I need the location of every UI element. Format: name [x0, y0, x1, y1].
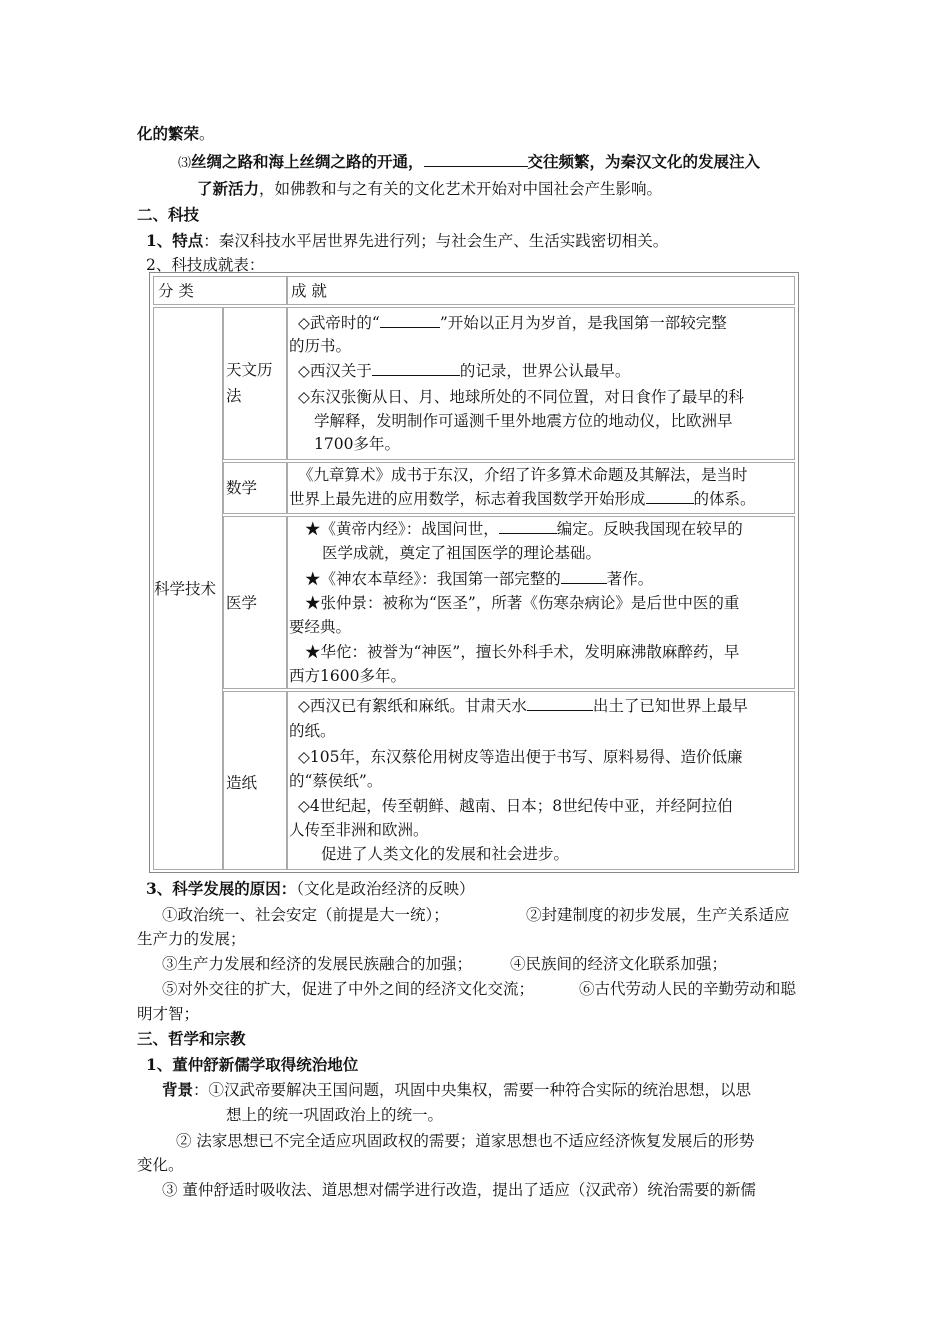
- fill-blank[interactable]: [527, 696, 593, 711]
- intro-line-2: [178, 151, 760, 175]
- reason-5: ⑤对外交往的扩大，促进了中外之间的经济文化交流；: [162, 980, 535, 998]
- reasons-note: （文化是政治经济的反映）: [296, 880, 475, 898]
- astronomy-label-1: 天文历: [226, 361, 273, 379]
- reason-3: ③生产力发展和经济的发展民族融合的加强；: [162, 955, 473, 973]
- background-line-3: ② 法家思想已不完全适应巩固政权的需要；道家思想也不适应经济恢复发展后的形势: [176, 1132, 755, 1150]
- paper-text: 出土了已知世界上最早: [592, 697, 748, 715]
- header-category: 分 类: [158, 282, 194, 300]
- paper-label: 造纸: [226, 774, 258, 792]
- astronomy-line-4: ◇东汉张衡从日、月、地球所处的不同位置，对日食作了最早的科: [298, 388, 744, 406]
- math-line-2: [289, 488, 756, 511]
- medicine-line-4: ★张仲景：被称为“医圣”，所著《伤寒杂病论》是后世中医的重: [305, 594, 740, 612]
- med-text: ★《黄帝内经》：战国问世，: [305, 520, 499, 538]
- intro-line-3: [197, 178, 662, 200]
- paper-text: ◇西汉已有絮纸和麻纸。甘肃天水: [298, 697, 527, 715]
- section-heading-tech: 二、科技: [137, 205, 200, 224]
- paper-line-7: 促进了人类文化的发展和社会进步。: [321, 845, 570, 863]
- math-content-cell: [286, 462, 795, 514]
- math-label: 数学: [226, 479, 258, 497]
- paper-line-1: [298, 695, 748, 718]
- confucianism-heading: 1、董仲舒新儒学取得统治地位: [146, 1055, 359, 1074]
- reasons-heading: [146, 878, 475, 900]
- paper-line-3: ◇105年，东汉蔡伦用树皮等造出便于书写、原料易得、造价低廉: [298, 748, 743, 766]
- background-label: 背景: [162, 1080, 194, 1099]
- fill-blank[interactable]: [372, 361, 460, 376]
- paper-line-4: 的“蔡侯纸”。: [289, 772, 383, 790]
- reasons-label: 3、科学发展的原因：: [146, 879, 297, 898]
- astronomy-line-6: 1700多年。: [314, 435, 400, 453]
- achievement-table-title: 2、科技成就表：: [146, 256, 265, 274]
- reason-2: ②封建制度的初步发展，生产关系适应: [526, 906, 790, 924]
- paper-content-cell: [286, 691, 795, 870]
- medicine-line-7: 西方1600多年。: [289, 667, 406, 685]
- header-achievement: 成 就: [291, 282, 327, 300]
- astronomy-content-cell: [286, 307, 795, 460]
- reason-4: ④民族间的经济文化联系加强；: [510, 955, 728, 973]
- math-text: 的体系。: [693, 490, 756, 508]
- fill-blank[interactable]: [380, 313, 440, 328]
- math-label-cell: [223, 462, 288, 514]
- vitality-text: 了新活力: [197, 179, 260, 198]
- intro-period: 。: [199, 125, 215, 143]
- reason-1: ①政治统一、社会安定（前提是大一统）；: [162, 906, 449, 924]
- header-achievement-cell: [286, 276, 795, 305]
- reason-6-cont: 明才智；: [137, 1005, 200, 1023]
- med-text: 著作。: [606, 570, 654, 588]
- math-line-1: 《九章算术》成书于东汉，介绍了许多算术命题及其解法，是当时: [298, 466, 748, 484]
- med-text: ★《神农本草经》：我国第一部完整的: [305, 570, 561, 588]
- medicine-line-6: ★华佗：被誉为“神医”，擅长外科手术，发明麻沸散麻醉药，早: [305, 643, 740, 661]
- med-text: 编定。反映我国现在较早的: [556, 520, 743, 538]
- medicine-label-cell: [223, 516, 288, 689]
- background-line-5: ③ 董仲舒适时吸收法、道思想对儒学进行改造，提出了适应（汉武帝）统治需要的新儒: [162, 1181, 756, 1199]
- intro-line-1: [137, 123, 215, 145]
- math-text: 世界上最先进的应用数学，标志着我国数学开始形成: [289, 490, 646, 508]
- exchange-text: 交往频繁，为秦汉文化的发展注入: [527, 152, 761, 171]
- medicine-line-2: 医学成就，奠定了祖国医学的理论基础。: [322, 544, 602, 562]
- paper-label-cell: [223, 691, 288, 870]
- fill-blank[interactable]: [424, 152, 528, 167]
- background-text: ：①汉武帝要解决王国问题，巩固中央集权，需要一种符合实际的统治思想，以思: [193, 1081, 752, 1099]
- astro-text: ◇西汉关于: [298, 362, 372, 380]
- background-line-2: 想上的统一巩固政治上的统一。: [226, 1106, 444, 1124]
- medicine-label: 医学: [226, 594, 258, 612]
- astronomy-line-2: 的历书。: [289, 337, 352, 355]
- paper-line-6: 人传至非洲和欧洲。: [289, 821, 429, 839]
- achievement-table: [149, 272, 799, 873]
- tech-features: [146, 230, 668, 252]
- features-label: 1、特点: [146, 231, 204, 250]
- reason-6: ⑥古代劳动人民的辛勤劳动和聪: [579, 980, 797, 998]
- fill-blank[interactable]: [499, 519, 557, 534]
- fill-blank[interactable]: [646, 489, 694, 504]
- medicine-line-3: [305, 568, 653, 591]
- astro-text: 的记录，世界公认最早。: [459, 362, 631, 380]
- paper-line-2: 的纸。: [289, 722, 336, 740]
- astronomy-line-1: [298, 312, 727, 335]
- header-category-cell: [153, 276, 288, 305]
- category-cell: [153, 307, 223, 870]
- medicine-line-5: 要经典。: [289, 618, 352, 636]
- buddhism-text: ，如佛教和与之有关的文化艺术开始对中国社会产生影响。: [259, 180, 663, 198]
- intro-text: 化的繁荣: [137, 124, 200, 143]
- item-number: ⑶: [178, 156, 192, 171]
- background-line-4: 变化。: [137, 1156, 184, 1174]
- astro-text: ◇武帝时的“: [298, 314, 380, 332]
- category-science-tech: 科学技术: [154, 580, 217, 598]
- astronomy-label-2: 法: [226, 387, 242, 405]
- astronomy-line-5: 学解释，发明制作可遥测千里外地震方位的地动仪，比欧洲早: [314, 412, 733, 430]
- features-text: ：秦汉科技水平居世界先进行列；与社会生产、生活实践密切相关。: [203, 232, 669, 250]
- reason-2-cont: 生产力的发展；: [137, 930, 246, 948]
- medicine-content-cell: [286, 516, 795, 689]
- background-line-1: [162, 1079, 751, 1101]
- astronomy-line-3: [298, 360, 630, 383]
- paper-line-5: ◇4世纪起，传至朝鲜、越南、日本；8世纪传中亚，并经阿拉伯: [298, 797, 733, 815]
- fill-blank[interactable]: [561, 569, 607, 584]
- medicine-line-1: [305, 518, 743, 541]
- section-heading-philosophy: 三、哲学和宗教: [137, 1029, 246, 1048]
- silk-road-text: 丝绸之路和海上丝绸之路的开通，: [191, 152, 424, 171]
- astronomy-label-cell: [223, 307, 288, 460]
- astro-text: ”开始以正月为岁首，是我国第一部较完整: [439, 314, 727, 332]
